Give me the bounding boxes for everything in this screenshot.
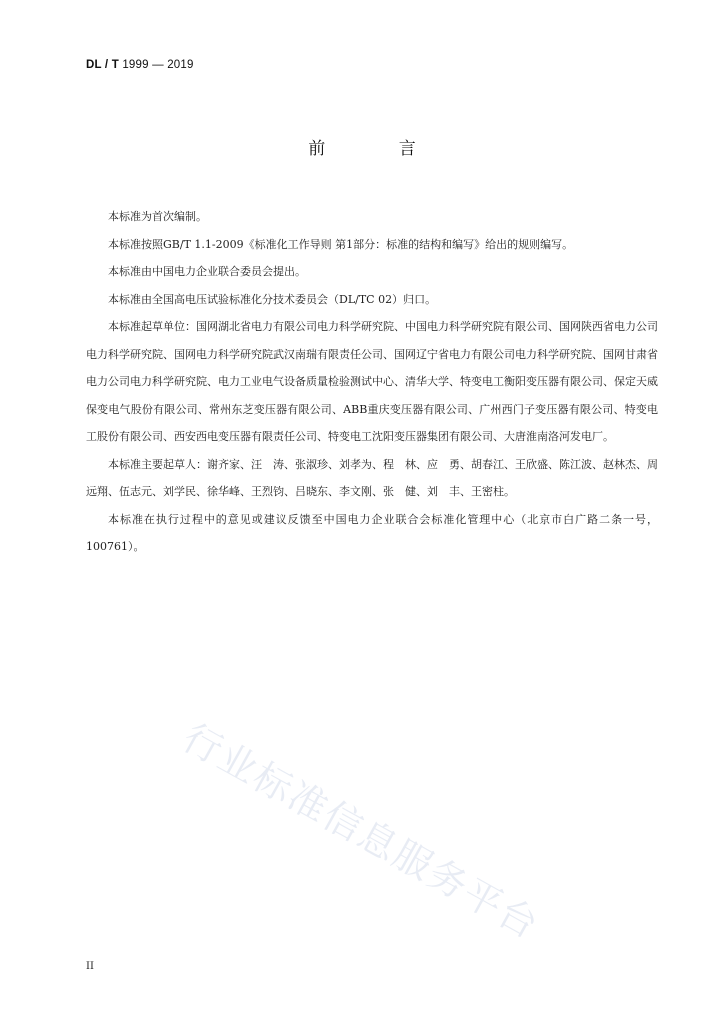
watermark: 行业标准信息服务平台 (175, 715, 547, 948)
page-number: II (86, 961, 94, 972)
paragraph-drafting-organizations: 本标准起草单位：国网湖北省电力有限公司电力科学研究院、中国电力科学研究院有限公司、国网陕西省电力公司电力科学研究院、国网电力科学研究院武汉南瑞有限责任公司、国网辽宁省电力有限公司电力科学研究院、国网甘肃省电力公司电力科学研究院、电力工业电气设备质量检验测试中心、清华大学、特变电工衡阳变压器有限公司、保定天威保变电气股份有限公司、常州东芝变压器有限公司、ABB重庆变压器有限公司、广州西门子变压器有限公司、特变电工股份有限公司、西安西电变压器有限责任公司、特变电工沈阳变压器集团有限公司、大唐淮南洛河发电厂。 (86, 320, 658, 443)
paragraph-drafting-rules: 本标准按照GB/T 1.1-2009《标准化工作导则 第1部分：标准的结构和编写》给出的规则编写。 (108, 237, 574, 251)
paragraph-administered-by: 本标准由全国高电压试验标准化分技术委员会（DL/TC 02）归口。 (108, 292, 437, 306)
document-code-number: 1999 — 2019 (118, 59, 194, 71)
paragraph-first-edition: 本标准为首次编制。 (108, 210, 207, 223)
page-title: 前 言 (308, 139, 450, 159)
document-code-prefix: DL / T (86, 59, 119, 71)
paragraph-feedback: 本标准在执行过程中的意见或建议反馈至中国电力企业联合会标准化管理中心（北京市白广路二条一号，100761）。 (86, 512, 658, 553)
paragraph-main-drafters: 本标准主要起草人：谢齐家、汪 涛、张淑珍、刘孝为、程 林、应 勇、胡春江、王欣盛、陈江波、赵林杰、周远翔、伍志元、刘学民、徐华峰、王烈钧、吕晓东、李文刚、张 健、刘 丰、王密柱。 (86, 457, 658, 498)
foreword-body (86, 203, 658, 561)
paragraph-proposed-by: 本标准由中国电力企业联合委员会提出。 (108, 265, 306, 278)
document-code (86, 59, 194, 71)
